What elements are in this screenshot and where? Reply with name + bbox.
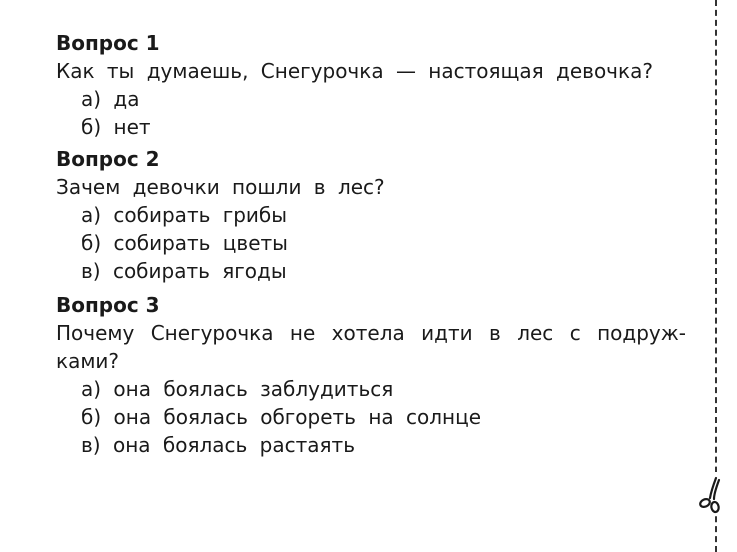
answer-letter: а) — [81, 203, 102, 227]
answer-letter: в) — [81, 259, 101, 283]
answer-text: собирать цветы — [113, 231, 288, 255]
answer-text: она боялась обгореть на солнце — [113, 405, 482, 429]
question-3 — [56, 291, 696, 459]
answer-letter: б) — [81, 405, 102, 429]
answer-letter: в) — [81, 433, 101, 457]
answer-letter: а) — [81, 377, 102, 401]
answer-text: она боялась растаять — [112, 433, 355, 457]
scissors-icon — [692, 472, 736, 516]
question-title: Вопрос 2 — [56, 147, 160, 171]
question-text: Зачем девочки пошли в лес? — [56, 175, 385, 199]
answer-letter: б) — [81, 115, 102, 139]
answer-option[interactable] — [81, 113, 696, 141]
answer-option[interactable] — [81, 201, 696, 229]
answer-option[interactable] — [81, 85, 696, 113]
answer-text: она боялась заблудиться — [113, 377, 394, 401]
answer-option[interactable] — [81, 403, 696, 431]
question-text: Как ты думаешь, Снегурочка — настоящая девочка? — [56, 59, 653, 83]
answer-list — [56, 375, 696, 459]
answer-option[interactable] — [81, 431, 696, 459]
dashed-cut-line — [715, 0, 717, 552]
answer-option[interactable] — [81, 229, 696, 257]
answer-letter: а) — [81, 87, 102, 111]
answer-text: собирать ягоды — [112, 259, 287, 283]
question-2 — [56, 145, 696, 285]
answer-text: нет — [113, 115, 151, 139]
question-title: Вопрос 3 — [56, 293, 160, 317]
answer-letter: б) — [81, 231, 102, 255]
question-1 — [56, 29, 696, 141]
answer-list — [56, 85, 696, 141]
question-text: Почему Снегурочка не хотела идти в лес с подруж-ками? — [56, 321, 686, 373]
answer-option[interactable] — [81, 257, 696, 285]
question-title: Вопрос 1 — [56, 31, 160, 55]
answer-text: да — [113, 87, 140, 111]
answer-option[interactable] — [81, 375, 696, 403]
answer-text: собирать грибы — [113, 203, 288, 227]
answer-list — [56, 201, 696, 285]
